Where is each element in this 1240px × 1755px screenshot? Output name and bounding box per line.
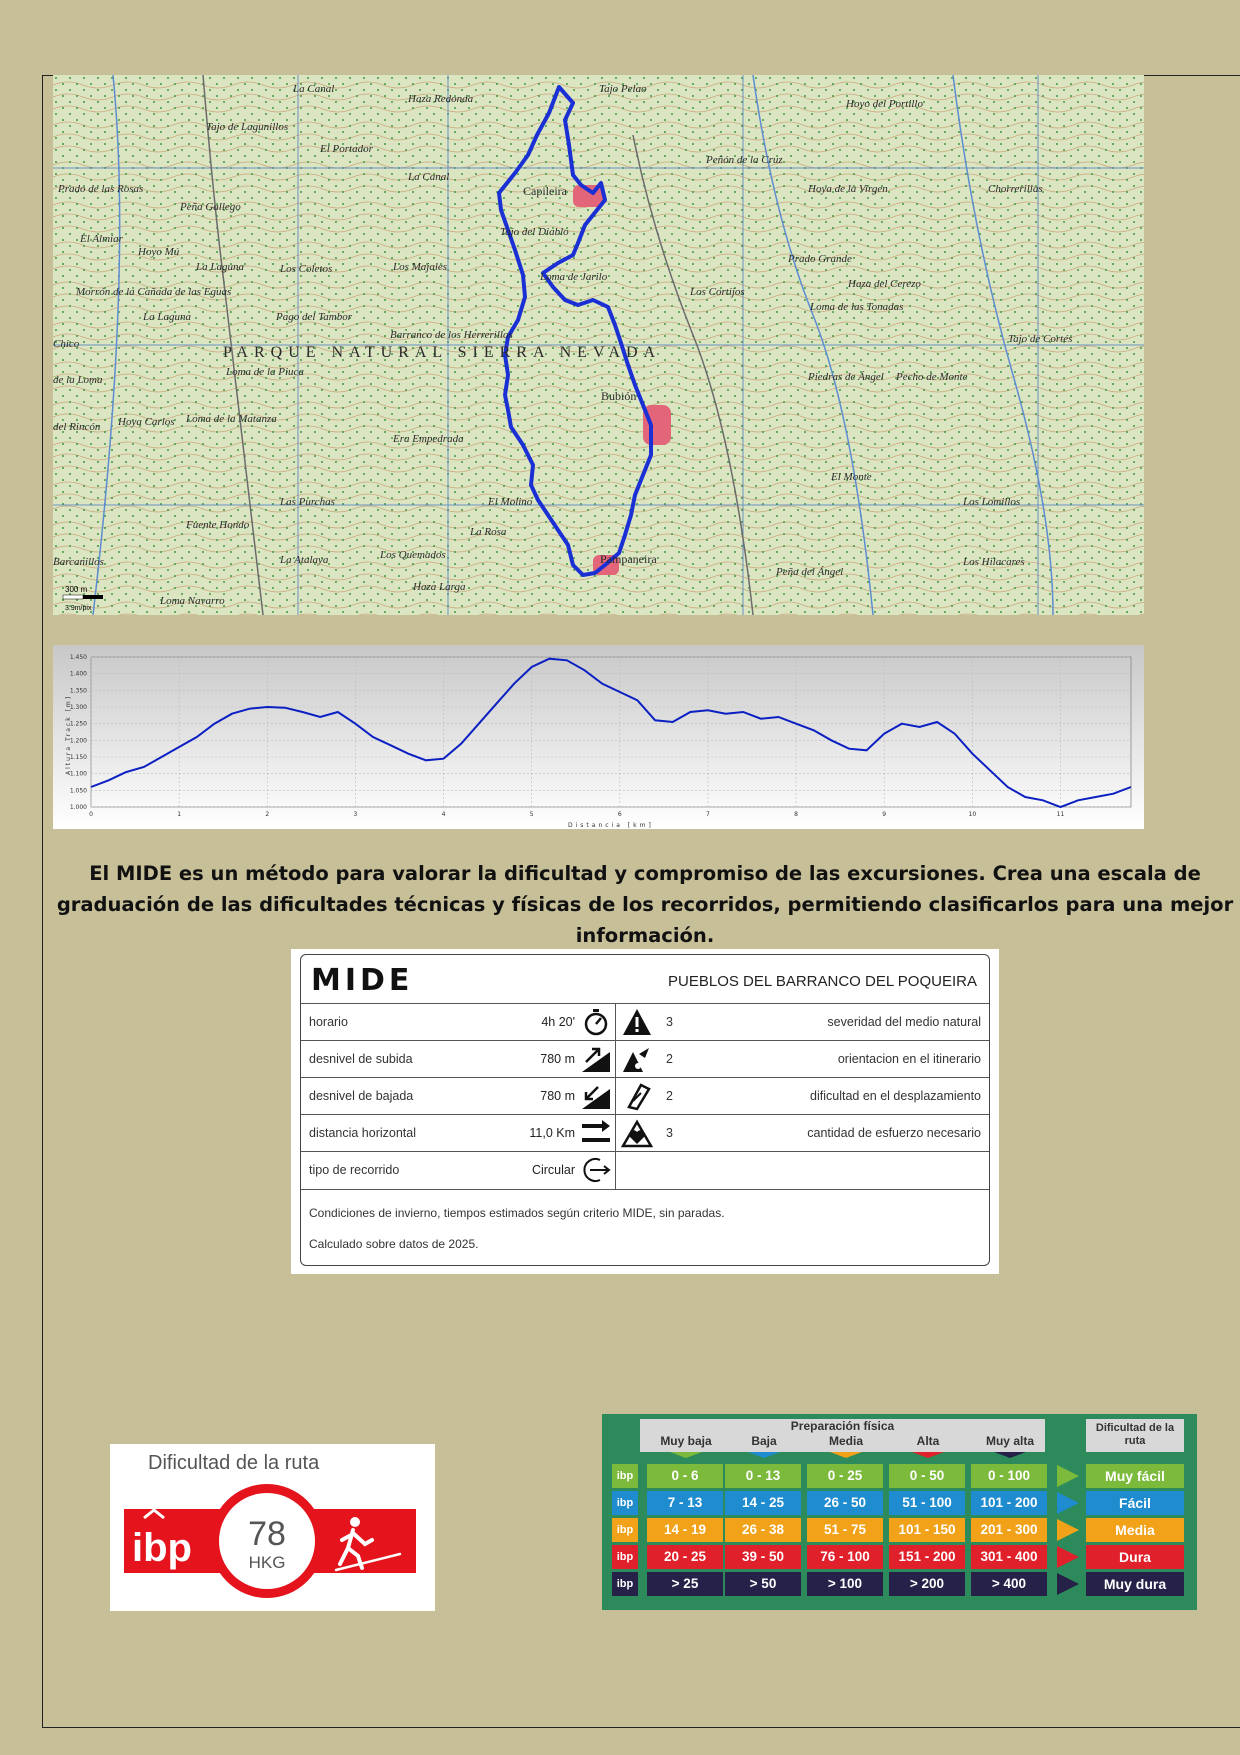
descent-icon	[580, 1081, 612, 1111]
mide-note-1: Condiciones de invierno, tiempos estimados según criterio MIDE, sin paradas.	[309, 1206, 725, 1220]
svg-text:300 m: 300 m	[65, 585, 88, 594]
ibp-row-tag: ibp	[612, 1464, 638, 1488]
map-place-label: La Atalaya	[280, 554, 329, 566]
row-label: desnivel de subida	[309, 1052, 413, 1066]
map-place-label: Los Hilacares	[963, 556, 1025, 568]
y-tick-label: 1.350	[69, 687, 87, 695]
map-place-label: Peña Gallego	[180, 201, 241, 213]
row-criterion: severidad del medio natural	[827, 1015, 981, 1029]
map-place-label: El Monte	[831, 471, 872, 483]
y-tick-label: 1.250	[69, 720, 87, 728]
route-difficulty-result: Muy fácil	[1086, 1464, 1184, 1488]
elevation-profile	[53, 645, 1144, 829]
map-place-label: Prado de las Rosas	[58, 183, 144, 195]
y-tick-label: 1.150	[69, 754, 87, 761]
ibp-badge-graphic	[110, 1444, 435, 1611]
map-place-label: Chorrerillas	[988, 183, 1043, 195]
map-place-label: Haza Redonda	[408, 93, 474, 105]
circular-route-icon	[580, 1155, 612, 1185]
ibp-logo-text: ibp	[132, 1526, 192, 1570]
column-marker	[912, 1452, 944, 1458]
y-tick-label: 1.300	[69, 704, 87, 711]
map-place-label: Hoya Carlos	[118, 416, 175, 428]
y-tick-label: 1.000	[69, 804, 87, 811]
map-canvas	[53, 75, 1144, 615]
mide-intro-text: El MIDE es un método para valorar la dificultad y compromiso de las excursiones. Crea una escala de graduación de las dificultades técnicas y físicas de los recorridos, permitiendo clasificarlos para una mejor información.	[56, 862, 1234, 947]
ibp-score: 78	[248, 1515, 286, 1553]
ibp-range-cell: > 400	[971, 1572, 1047, 1596]
ibp-range-cell: 14 - 25	[725, 1491, 801, 1515]
map-place-label: Tajo Pelao	[599, 83, 647, 95]
map-place-label: Barranco de los Herrerillos	[390, 329, 513, 341]
map-place-label: La Canal	[293, 83, 335, 95]
ibp-badge	[110, 1444, 435, 1611]
result-arrow-icon	[1057, 1492, 1079, 1514]
row-score: 3	[666, 1015, 673, 1029]
row-label: distancia horizontal	[309, 1126, 417, 1140]
ibp-range-cell: 201 - 300	[971, 1518, 1047, 1542]
y-tick-label: 1.200	[69, 737, 87, 745]
boot-icon	[621, 1081, 653, 1111]
column-marker	[670, 1452, 702, 1458]
map-place-label: Los Lomillos	[963, 496, 1021, 508]
y-tick-label: 1.400	[69, 670, 87, 678]
x-tick-label: 11	[1056, 811, 1065, 818]
x-tick-label: 10	[968, 811, 977, 818]
ibp-range-cell: > 50	[725, 1572, 801, 1596]
route-difficulty-result: Muy dura	[1086, 1572, 1184, 1596]
ibp-unit: HKG	[248, 1553, 286, 1572]
route-difficulty-result: Dura	[1086, 1545, 1184, 1569]
ibp-badge-title: Dificultad de la ruta	[148, 1452, 320, 1474]
y-tick-label: 1.050	[69, 787, 87, 795]
prep-column-header: Media	[828, 1434, 863, 1448]
map-place-label: Hoyo Mú	[138, 246, 180, 258]
map-place-label: El Portador	[320, 143, 373, 155]
row-criterion: orientacion en el itinerario	[837, 1052, 981, 1066]
map-place-label: Era Empedrada	[393, 433, 464, 445]
x-tick-label: 5	[529, 811, 534, 818]
map-place-label: Barcanillos	[53, 556, 104, 568]
mide-card	[291, 949, 999, 1274]
ibp-row-tag: ibp	[612, 1518, 638, 1542]
ascent-icon	[580, 1044, 612, 1074]
row-value: 4h 20'	[541, 1015, 575, 1029]
ibp-range-cell: > 200	[889, 1572, 965, 1596]
row-label: tipo de recorrido	[309, 1163, 400, 1177]
ibp-row-tag: ibp	[612, 1572, 638, 1596]
warning-icon	[621, 1007, 653, 1037]
row-value: 780 m	[540, 1089, 575, 1103]
mide-row-distancia	[301, 1114, 989, 1152]
y-tick-label: 1.450	[69, 654, 87, 661]
ibp-range-cell: 14 - 19	[647, 1518, 723, 1542]
mide-row-horario	[301, 1003, 989, 1041]
map-place-label: de la Loma	[53, 374, 103, 386]
ibp-range-cell: 76 - 100	[807, 1545, 883, 1569]
map-place-label: Los Coletos	[280, 263, 333, 275]
ibp-row-tag: ibp	[612, 1491, 638, 1515]
result-arrow-icon	[1057, 1573, 1079, 1595]
x-tick-label: 8	[794, 811, 798, 818]
map-place-label: Los Quemados	[380, 549, 446, 561]
map-place-label: Capileira	[523, 184, 567, 198]
mide-row-desnivel-bajada	[301, 1077, 989, 1115]
map-place-label: Pampaneira	[600, 552, 657, 566]
ibp-difficulty-table	[602, 1414, 1197, 1610]
row-value: 11,0 Km	[529, 1126, 575, 1140]
map-place-label: La Laguna	[196, 261, 244, 273]
map-place-label: Hoya de la Virgen	[808, 183, 888, 195]
result-arrow-icon	[1057, 1519, 1079, 1541]
stopwatch-icon	[580, 1007, 612, 1037]
mide-row-tipo	[301, 1151, 989, 1189]
route-difficulty-result: Media	[1086, 1518, 1184, 1542]
ibp-range-cell: 51 - 100	[889, 1491, 965, 1515]
map-place-label: Fuente Hondo	[186, 519, 250, 531]
elevation-chart	[53, 645, 1144, 829]
ibp-range-cell: 0 - 6	[647, 1464, 723, 1488]
route-difficulty-header: Dificultad de la ruta	[1095, 1422, 1175, 1447]
prep-column-header: Muy baja	[660, 1434, 712, 1448]
ibp-range-cell: > 100	[807, 1572, 883, 1596]
ibp-range-cell: 301 - 400	[971, 1545, 1047, 1569]
map-place-label: Bubión	[601, 389, 637, 403]
x-tick-label: 2	[265, 811, 270, 818]
ibp-range-cell: 0 - 50	[889, 1464, 965, 1488]
row-label: horario	[309, 1015, 348, 1029]
ibp-range-cell: > 25	[647, 1572, 723, 1596]
map-place-label: Tajo de Cortés	[1008, 333, 1073, 345]
map-place-label: El Molino	[488, 496, 533, 508]
map-place-label: Peña del Ángel	[776, 566, 844, 578]
prep-column-header: Alta	[916, 1434, 940, 1448]
column-marker	[994, 1452, 1026, 1458]
orientation-icon	[621, 1044, 653, 1074]
result-arrow-icon	[1057, 1465, 1079, 1487]
map-place-label: Loma de la Piuca	[226, 366, 304, 378]
row-label: desnivel de bajada	[309, 1089, 414, 1103]
y-tick-label: 1.100	[69, 770, 87, 778]
x-tick-label: 4	[441, 811, 446, 818]
map-place-label: Chico	[53, 338, 80, 350]
row-score: 3	[666, 1126, 673, 1140]
ibp-range-cell: 7 - 13	[647, 1491, 723, 1515]
ibp-row-tag: ibp	[612, 1545, 638, 1569]
result-arrow-icon	[1057, 1546, 1079, 1568]
map-place-label: Morrón de la Cañada de las Eguas	[76, 286, 232, 298]
map-place-label: Loma de Jarilo	[540, 271, 608, 283]
x-tick-label: 1	[177, 811, 182, 818]
map-place-label: Las Purchas	[280, 496, 335, 508]
mide-note-2: Calculado sobre datos de 2025.	[309, 1237, 479, 1251]
map-place-label: Haza del Cerezo	[848, 278, 921, 290]
prep-column-header: Muy alta	[985, 1434, 1034, 1448]
map-place-label: Hoyo del Portillo	[846, 98, 923, 110]
prep-column-header: Baja	[751, 1434, 777, 1448]
svg-text:3.9m/pix: 3.9m/pix	[65, 605, 92, 612]
map-place-label: La Laguna	[143, 311, 191, 323]
column-marker	[830, 1452, 862, 1458]
ibp-range-cell: 26 - 38	[725, 1518, 801, 1542]
map-place-label: Tajo de Lagunillos	[206, 121, 289, 133]
x-tick-label: 7	[706, 811, 710, 818]
x-tick-label: 3	[353, 811, 358, 818]
row-criterion: cantidad de esfuerzo necesario	[807, 1126, 981, 1140]
row-criterion: dificultad en el desplazamiento	[810, 1089, 981, 1103]
mide-logo: MIDE	[311, 963, 414, 998]
heart-effort-icon	[621, 1118, 653, 1148]
map-place-label: PARQUE NATURAL SIERRA NEVADA	[223, 344, 662, 361]
x-tick-label: 6	[617, 811, 622, 818]
map-place-label: Pago del Tambor	[276, 311, 352, 323]
x-axis-label: Distancia [km]	[568, 822, 654, 829]
map-place-label: Tajo del Diablo	[500, 226, 569, 238]
map-place-label: Peñón de la Cruz	[706, 154, 783, 166]
map-place-label: Prado Grande	[788, 253, 852, 265]
y-axis-label: Altura Track [m]	[65, 694, 72, 775]
topographic-map	[53, 75, 1144, 615]
x-tick-label: 0	[89, 811, 93, 818]
ibp-range-cell: 51 - 75	[807, 1518, 883, 1542]
ibp-range-cell: 20 - 25	[647, 1545, 723, 1569]
ibp-range-cell: 0 - 100	[971, 1464, 1047, 1488]
ibp-range-cell: 101 - 200	[971, 1491, 1047, 1515]
row-value: 780 m	[540, 1052, 575, 1066]
route-difficulty-result: Fácil	[1086, 1491, 1184, 1515]
row-value: Circular	[531, 1163, 575, 1177]
map-place-label: Los Majales	[393, 261, 448, 273]
row-score: 2	[666, 1089, 673, 1103]
ibp-range-cell: 0 - 13	[725, 1464, 801, 1488]
ibp-range-cell: 151 - 200	[889, 1545, 965, 1569]
map-place-label: Piedras de Ángel	[808, 371, 884, 383]
ibp-range-cell: 39 - 50	[725, 1545, 801, 1569]
map-place-label: Pecho de Monte	[896, 371, 968, 383]
map-place-label: del Rincón	[53, 421, 101, 433]
x-tick-label: 9	[882, 811, 887, 818]
map-place-label: La Canal	[408, 171, 450, 183]
map-place-label: Loma de la Matanza	[186, 413, 277, 425]
distance-arrow-icon	[580, 1118, 612, 1148]
column-marker	[748, 1452, 780, 1458]
route-title: PUEBLOS DEL BARRANCO DEL POQUEIRA	[668, 973, 977, 990]
row-score: 2	[666, 1052, 673, 1066]
map-place-label: La Rosa	[470, 526, 507, 538]
map-place-label: El Almiar	[80, 233, 123, 245]
ibp-range-cell: 101 - 150	[889, 1518, 965, 1542]
map-place-label: Loma de las Tonadas	[810, 301, 904, 313]
map-place-label: Loma Navarro	[160, 595, 225, 607]
map-place-label: Haza Larga	[413, 581, 466, 593]
map-place-label: Los Cortijos	[690, 286, 745, 298]
mide-conditions	[301, 1189, 989, 1251]
ibp-range-cell: 0 - 25	[807, 1464, 883, 1488]
physical-prep-title: Preparación física	[790, 1419, 895, 1433]
mide-row-desnivel-subida	[301, 1040, 989, 1078]
ibp-range-cell: 26 - 50	[807, 1491, 883, 1515]
